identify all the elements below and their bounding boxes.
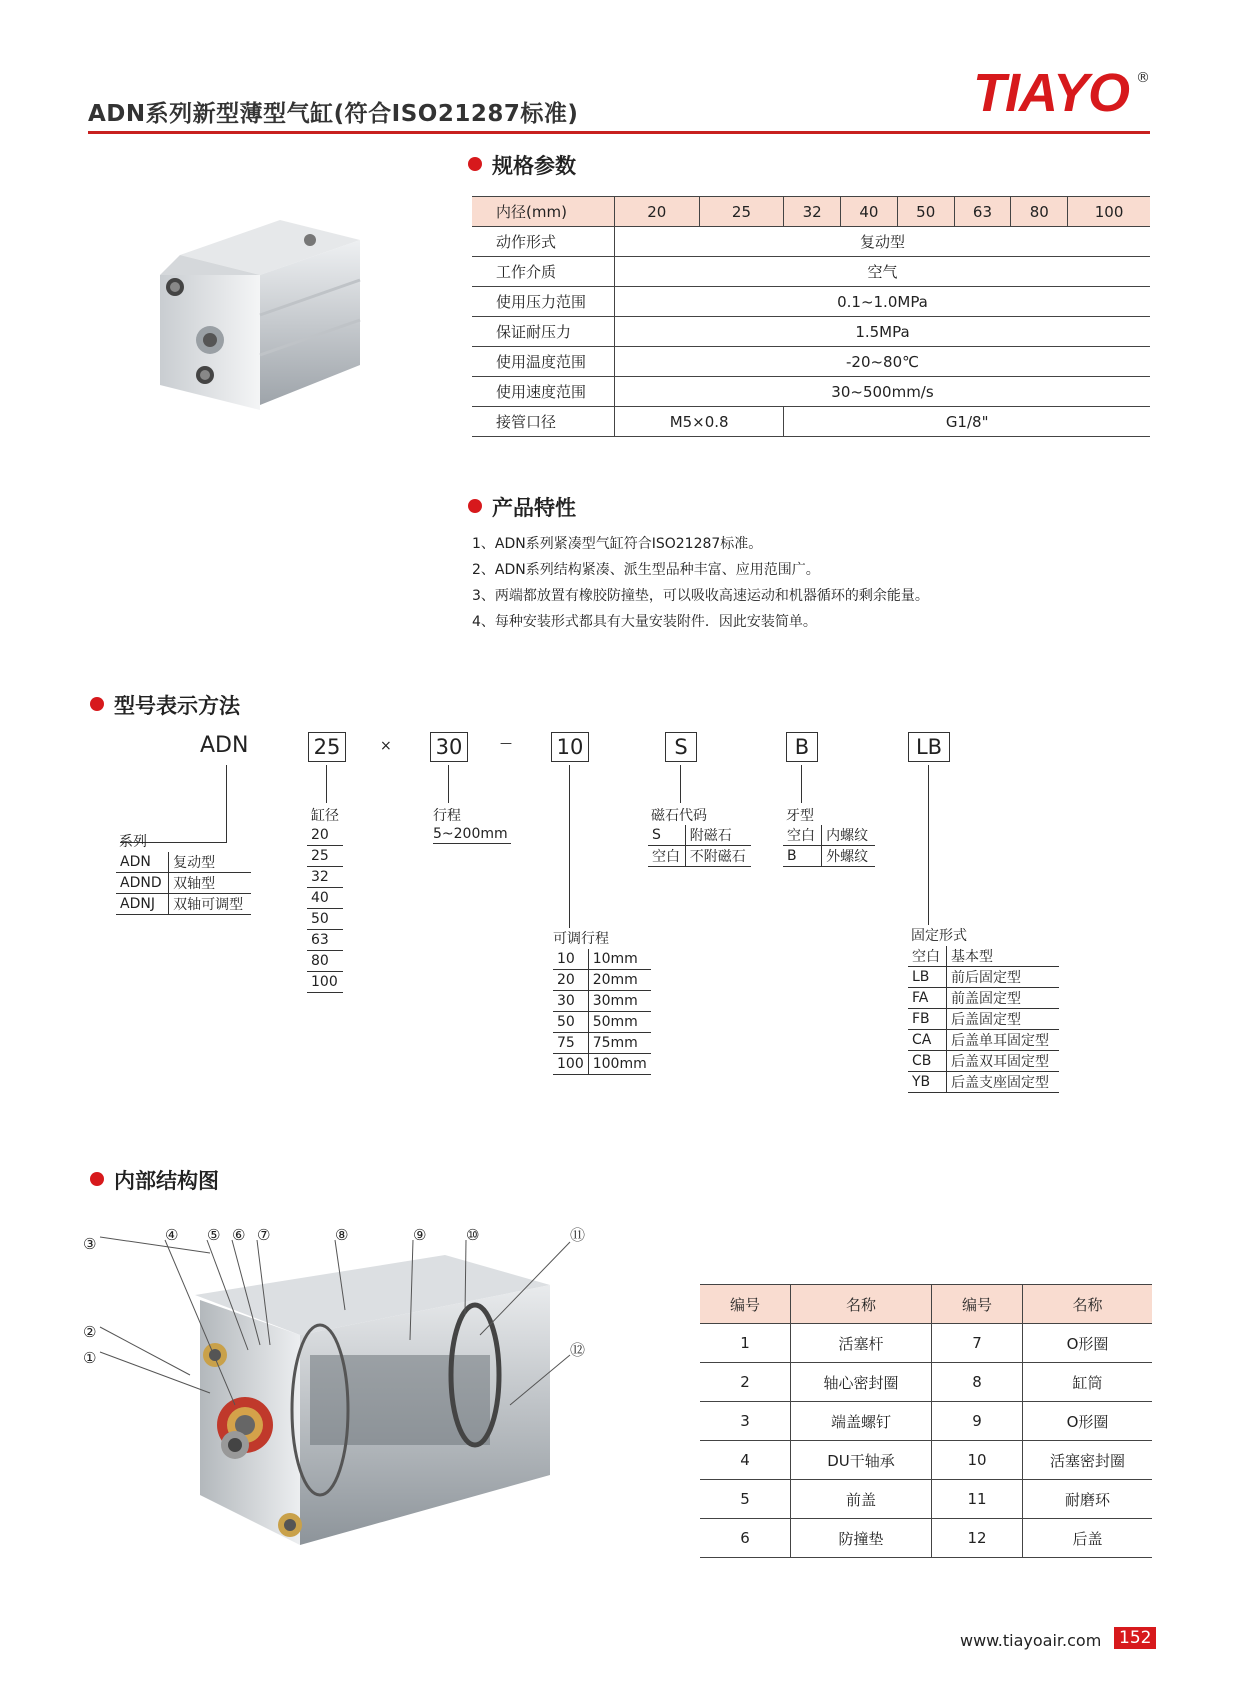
bore-title: 缸径 (311, 808, 339, 824)
code-times: × (380, 738, 392, 754)
table-row (908, 967, 1059, 988)
row-value: 空气 (615, 257, 1151, 287)
brand-logo: TIAYO (973, 63, 1129, 123)
cell: 30mm (588, 991, 651, 1012)
cell: 100mm (588, 1054, 651, 1075)
table-row (472, 197, 1150, 227)
cell: 活塞杆 (791, 1324, 932, 1363)
table-row (908, 1009, 1059, 1030)
cell: O形圈 (1023, 1324, 1153, 1363)
cell: ADN (116, 852, 169, 873)
code-stroke-box: 30 (430, 732, 468, 762)
table-row (700, 1441, 1152, 1480)
header-cell: 编号 (932, 1285, 1023, 1324)
bullet-dot-icon (90, 1172, 104, 1186)
cell: 50 (307, 909, 343, 930)
bore-label: 内径(mm) (472, 197, 615, 227)
table-row (553, 1054, 651, 1075)
cell: 后盖支座固定型 (947, 1072, 1059, 1093)
cell: 后盖固定型 (947, 1009, 1059, 1030)
cell: 不附磁石 (685, 846, 751, 867)
cell: 50 (553, 1012, 588, 1033)
bore-cell: 32 (784, 197, 841, 227)
cell: 32 (307, 867, 343, 888)
cell: 空白 (648, 846, 685, 867)
cell: 基本型 (947, 946, 1059, 967)
code-mount-box: LB (908, 732, 950, 762)
cell: 前盖固定型 (947, 988, 1059, 1009)
table-row (307, 825, 343, 846)
connector-line (680, 765, 681, 803)
feature-item: 2、ADN系列结构紧凑、派生型品种丰富、应用范围广。 (472, 562, 820, 578)
row-value: -20~80℃ (615, 347, 1151, 377)
cell: 6 (700, 1519, 791, 1558)
mount-table (908, 946, 1059, 1093)
row-value: 0.1~1.0MPa (615, 287, 1151, 317)
code-dash: — (500, 736, 512, 750)
table-row (908, 946, 1059, 967)
code-mag-box: S (665, 732, 697, 762)
row-label: 接管口径 (472, 407, 615, 437)
table-row (472, 317, 1150, 347)
cell: CA (908, 1030, 947, 1051)
cell: DU干轴承 (791, 1441, 932, 1480)
cell: 5 (700, 1480, 791, 1519)
header-rule (88, 131, 1150, 134)
features-heading: 产品特性 (468, 492, 576, 522)
header-cell: 名称 (791, 1285, 932, 1324)
cell: YB (908, 1072, 947, 1093)
table-row (648, 825, 751, 846)
table-row (553, 949, 651, 970)
cell: 9 (932, 1402, 1023, 1441)
callout-6: ⑥ (232, 1226, 246, 1244)
cell: 复动型 (169, 852, 251, 873)
bullet-dot-icon (90, 697, 104, 711)
table-row (307, 867, 343, 888)
code-bore-box: 25 (308, 732, 346, 762)
bore-cell: 50 (897, 197, 954, 227)
connector-line (928, 765, 929, 925)
table-row (472, 377, 1150, 407)
table-row (700, 1402, 1152, 1441)
cell: 双轴型 (169, 873, 251, 894)
series-table (116, 852, 251, 915)
header-cell: 编号 (700, 1285, 791, 1324)
code-adj-box: 10 (551, 732, 589, 762)
feature-item: 1、ADN系列紧凑型气缸符合ISO21287标准。 (472, 536, 763, 552)
thread-title: 牙型 (786, 808, 814, 824)
cutaway-diagram (80, 1225, 640, 1575)
callout-4: ④ (165, 1226, 179, 1244)
callout-9: ⑨ (413, 1226, 427, 1244)
magnet-table (648, 825, 751, 867)
adj-title: 可调行程 (553, 931, 609, 947)
cell: 20 (553, 970, 588, 991)
cell: 外螺纹 (822, 846, 875, 867)
adj-table (553, 949, 651, 1075)
table-row (116, 894, 251, 915)
cell: 75 (553, 1033, 588, 1054)
table-row (700, 1285, 1152, 1324)
table-row (553, 991, 651, 1012)
cell: 30 (553, 991, 588, 1012)
cell: 前后固定型 (947, 967, 1059, 988)
cell: 20 (307, 825, 343, 846)
bullet-dot-icon (468, 157, 482, 171)
cell: B (783, 846, 822, 867)
cell: 轴心密封圈 (791, 1363, 932, 1402)
row-value: 30~500mm/s (615, 377, 1151, 407)
table-row (700, 1324, 1152, 1363)
cell: 2 (700, 1363, 791, 1402)
thread-table (783, 825, 875, 867)
callout-3: ③ (83, 1235, 97, 1253)
table-row (472, 227, 1150, 257)
cell: O形圈 (1023, 1402, 1153, 1441)
cell: 80 (307, 951, 343, 972)
cell: 1 (700, 1324, 791, 1363)
bore-cell: 80 (1011, 197, 1068, 227)
cell: 7 (932, 1324, 1023, 1363)
cell: 63 (307, 930, 343, 951)
code-thread-box: B (786, 732, 818, 762)
row-label: 使用温度范围 (472, 347, 615, 377)
table-row (908, 1030, 1059, 1051)
table-row (648, 846, 751, 867)
header-cell: 名称 (1023, 1285, 1153, 1324)
spec-table (472, 196, 1150, 437)
bore-cell: 63 (954, 197, 1011, 227)
table-row (700, 1519, 1152, 1558)
cell: LB (908, 967, 947, 988)
stroke-title: 行程 (433, 808, 461, 824)
cell: 后盖双耳固定型 (947, 1051, 1059, 1072)
cell: 4 (700, 1441, 791, 1480)
cell: 25 (307, 846, 343, 867)
cell: 50mm (588, 1012, 651, 1033)
structure-heading: 内部结构图 (90, 1165, 219, 1195)
table-row (553, 1012, 651, 1033)
cell: 8 (932, 1363, 1023, 1402)
table-row (472, 257, 1150, 287)
row-label: 动作形式 (472, 227, 615, 257)
row-label: 保证耐压力 (472, 317, 615, 347)
table-row (908, 988, 1059, 1009)
callout-7: ⑦ (257, 1226, 271, 1244)
row-value: M5×0.8 (615, 407, 784, 437)
bore-cell: 40 (841, 197, 898, 227)
cell: 10 (553, 949, 588, 970)
cell: 空白 (783, 825, 822, 846)
spec-heading: 规格参数 (468, 150, 576, 180)
cell: 防撞垫 (791, 1519, 932, 1558)
table-row (472, 287, 1150, 317)
callout-2: ② (83, 1323, 97, 1341)
row-value: 复动型 (615, 227, 1151, 257)
row-label: 使用速度范围 (472, 377, 615, 407)
connector-line (226, 765, 227, 842)
table-row (116, 852, 251, 873)
cell: 3 (700, 1402, 791, 1441)
cell: S (648, 825, 685, 846)
bullet-dot-icon (468, 499, 482, 513)
table-row (700, 1363, 1152, 1402)
cell: 10mm (588, 949, 651, 970)
cell: 后盖单耳固定型 (947, 1030, 1059, 1051)
table-row (553, 970, 651, 991)
cell: FA (908, 988, 947, 1009)
cell: 端盖螺钉 (791, 1402, 932, 1441)
table-row (116, 873, 251, 894)
table-row (700, 1480, 1152, 1519)
cell: ADND (116, 873, 169, 894)
cell: 内螺纹 (822, 825, 875, 846)
table-row (783, 825, 875, 846)
cell: 10 (932, 1441, 1023, 1480)
table-row (472, 407, 1150, 437)
cell: 活塞密封圈 (1023, 1441, 1153, 1480)
cell: 100 (553, 1054, 588, 1075)
connector-line (448, 765, 449, 803)
page-number: 152 (1114, 1627, 1156, 1649)
code-series: ADN (200, 733, 249, 758)
cell: 100 (307, 972, 343, 993)
callout-8: ⑧ (335, 1226, 349, 1244)
cell: 12 (932, 1519, 1023, 1558)
bore-cell: 100 (1068, 197, 1150, 227)
bore-cell: 25 (699, 197, 784, 227)
cell: FB (908, 1009, 947, 1030)
table-row (908, 1072, 1059, 1093)
cell: 空白 (908, 946, 947, 967)
website-link[interactable]: www.tiayoair.com (960, 1631, 1102, 1650)
cell: 75mm (588, 1033, 651, 1054)
table-row (307, 888, 343, 909)
bore-list (307, 825, 343, 993)
magnet-title: 磁石代码 (651, 808, 707, 824)
cell: 40 (307, 888, 343, 909)
table-row (783, 846, 875, 867)
table-row (472, 347, 1150, 377)
feature-item: 4、每种安装形式都具有大量安装附件．因此安装简单。 (472, 614, 817, 630)
model-heading: 型号表示方法 (90, 690, 240, 720)
table-row (307, 951, 343, 972)
table-row (307, 846, 343, 867)
registered-mark: ® (1136, 70, 1150, 86)
row-value: 1.5MPa (615, 317, 1151, 347)
cell: 双轴可调型 (169, 894, 251, 915)
callout-10: ⑩ (466, 1226, 480, 1244)
callout-1: ① (83, 1349, 97, 1367)
table-row (553, 1033, 651, 1054)
row-value: G1/8" (784, 407, 1150, 437)
page-title: ADN系列新型薄型气缸(符合ISO21287标准) (88, 101, 579, 127)
series-title: 系列 (119, 834, 147, 850)
connector-line (569, 765, 570, 928)
cell: 后盖 (1023, 1519, 1153, 1558)
parts-table (700, 1284, 1152, 1558)
bore-cell: 20 (615, 197, 700, 227)
cell: CB (908, 1051, 947, 1072)
row-label: 工作介质 (472, 257, 615, 287)
table-row (307, 972, 343, 993)
connector-line (326, 765, 327, 803)
feature-item: 3、两端都放置有橡胶防撞垫，可以吸收高速运动和机器循环的剩余能量。 (472, 588, 929, 604)
table-row (908, 1051, 1059, 1072)
table-row (307, 930, 343, 951)
cell: 20mm (588, 970, 651, 991)
cylinder-photo (150, 215, 380, 430)
cell: 耐磨环 (1023, 1480, 1153, 1519)
callout-11: ⑪ (570, 1226, 586, 1244)
row-label: 使用压力范围 (472, 287, 615, 317)
mount-title: 固定形式 (911, 928, 967, 944)
stroke-range: 5~200mm (433, 826, 511, 844)
cell: ADNJ (116, 894, 169, 915)
callout-5: ⑤ (207, 1226, 221, 1244)
cell: 附磁石 (685, 825, 751, 846)
cell: 缸筒 (1023, 1363, 1153, 1402)
connector-line (801, 765, 802, 803)
cell: 11 (932, 1480, 1023, 1519)
table-row (307, 909, 343, 930)
cell: 前盖 (791, 1480, 932, 1519)
callout-12: ⑫ (570, 1341, 586, 1359)
